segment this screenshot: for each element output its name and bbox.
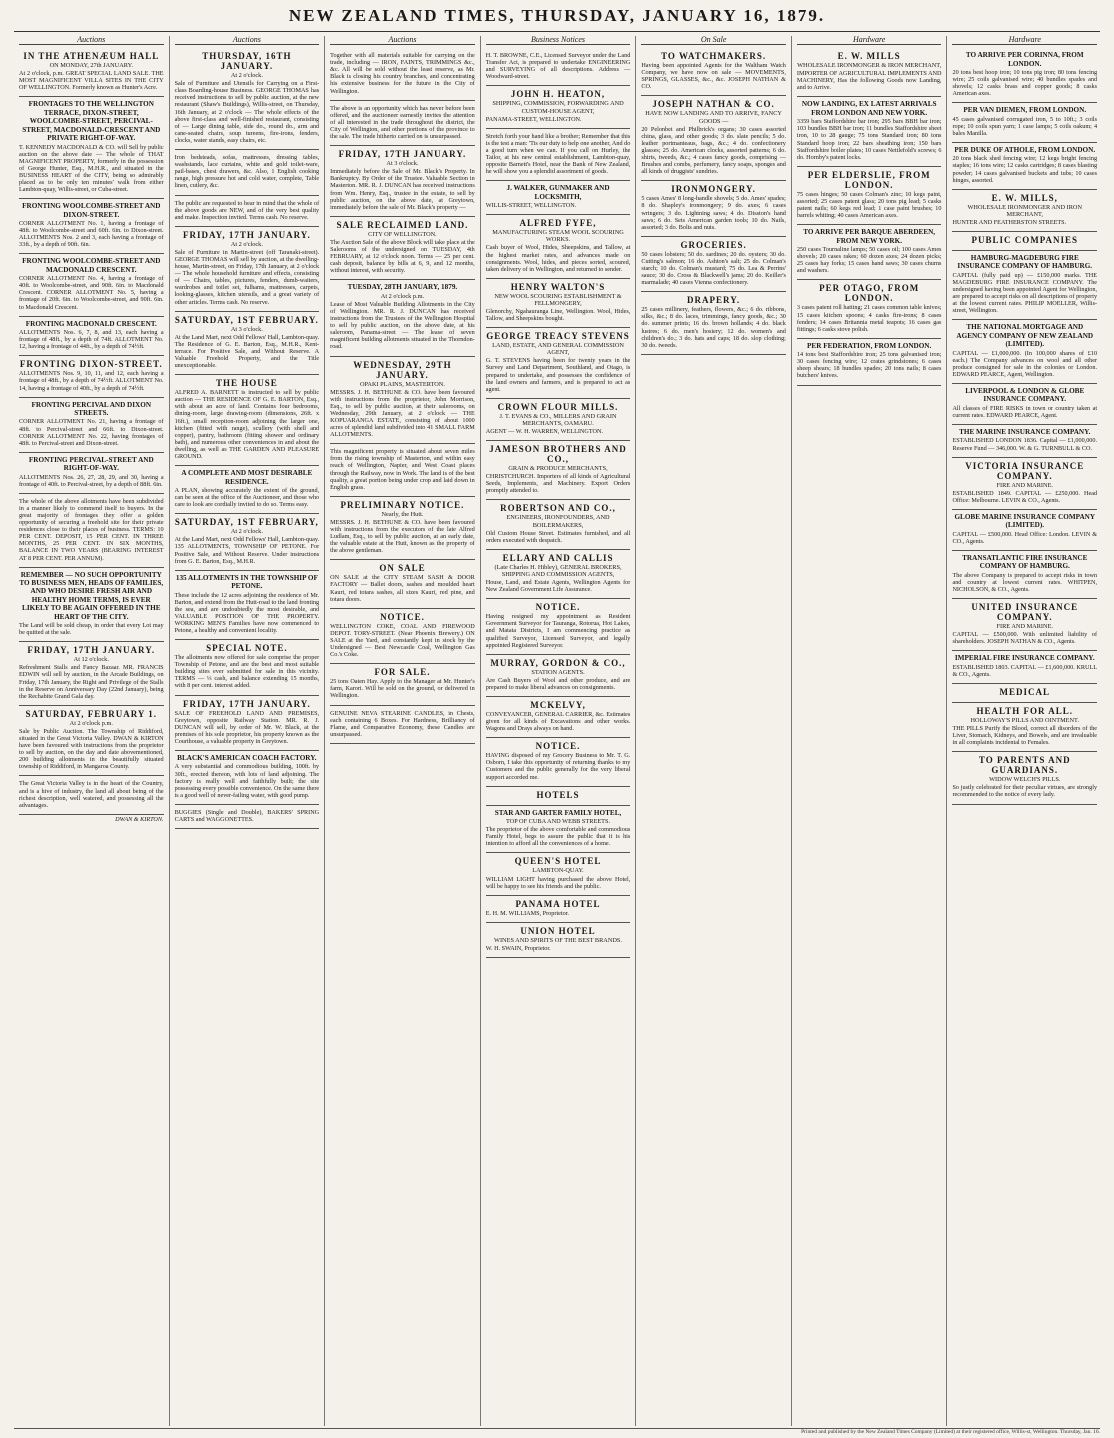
ad-heading: THE NATIONAL MORTGAGE AND AGENCY COMPANY OF NEW ZEALAND (LIMITED).: [956, 323, 1094, 349]
column-4: [481, 36, 637, 1426]
ad-subheading: (Late Charles H. Hibley), GENERAL BROKERS, SHIPPING AND COMMISSION AGENTS,: [494, 563, 622, 578]
imprint-footer: Printed and published by the New Zealand Times Company (Limited) at their registered office, Willis-st, Wellington. Thursday, Jan. 16.: [14, 1428, 1100, 1436]
advertisement: [952, 551, 1097, 599]
advertisement: [175, 514, 320, 570]
ad-body: 20 Pelonbet and Philbrick's organs; 30 cases assorted china, glass, and other goods; 3 do. slate pencils; 5 do. leather portmanteaus, bags, &c.; 4 do. confectionery glasses; 25 do. American clocks, assorted patterns; 6 do. shirts, tweeds, &c.; 4 cases fancy goods, comprising — Brushes and combs, perfumery, fancy soaps, sponges and all kinds of druggists' sundries.: [641, 125, 786, 176]
ad-heading: THE HOUSE: [215, 378, 278, 389]
advertisement: [330, 280, 475, 356]
advertisement: [486, 655, 631, 697]
advertisement: [175, 150, 320, 195]
ad-heading: MCKELVY,: [530, 699, 586, 710]
advertisement: [330, 357, 475, 445]
ad-subheading: CITY OF WELLINGTON.: [368, 230, 437, 238]
column-3: [325, 36, 481, 1426]
ad-heading: PER OTAGO, FROM LONDON.: [819, 283, 920, 304]
advertisement: [952, 651, 1097, 684]
ad-heading: GEORGE TREACY STEVENS: [486, 331, 630, 342]
ad-body: Iron bedsteads, sofas, mattresses, dressing tables, washstands, lace curtains, white and gold toilet-ware, pail-bases, chest drawers, &c. Also, 1 English cooking range, high pressure hot and cold water, complete, Table linen, cutlery, &c.: [174, 154, 320, 190]
column-heading: Auctions: [19, 36, 164, 45]
ad-body: 45 cases galvanised corrugated iron, 5 to 10ft.; 3 coils rope; 10 coils spun yarn; 1 case lamps; 5 coils oakum; 4 bales Manilla.: [952, 115, 1098, 137]
ad-body: WILLIS-STREET, WELLINGTON.: [485, 202, 577, 210]
ad-body: Having been appointed Agents for the Waltham Watch Company, we have now on sale — MOVEMENTS, SPRINGS, GLASSES, &c., &c. JOSEPH NATHAN & CO.: [641, 62, 786, 91]
advertisement: [330, 706, 475, 744]
advertisement: [797, 225, 942, 280]
advertisement: [486, 129, 631, 182]
ad-subheading: HOLLOWAY'S PILLS AND OINTMENT.: [970, 716, 1080, 724]
ad-body: ON SALE at the CITY STEAM SASH & DOOR FACTORY — Ballet doors, sashes and moulded heart Kauri, red totara sashes, all sizes Kauri, red pine, and totara doors.: [330, 574, 475, 603]
ad-subheading: J. T. EVANS & CO., MILLERS AND GRAIN MERCHANTS, OAMARU.: [499, 412, 617, 427]
ad-heading: IRONMONGERY.: [671, 184, 756, 195]
advertisement: [952, 190, 1097, 232]
advertisement: [19, 568, 164, 643]
ad-heading: ON SALE: [379, 563, 426, 574]
ad-heading: FRONTING PERCIVAL-STREET AND RIGHT-OF-WAY.: [28, 455, 154, 473]
advertisement: [175, 466, 320, 514]
advertisement: [797, 280, 942, 338]
advertisement: [175, 696, 320, 751]
advertisement: [330, 560, 475, 608]
ad-body: 5 cases Ames' 8 long-handle shovels; 5 do. Ames' spades; 8 do. Shapley's ironmongery; 9 do. axes; 6 cases wringers; 3 do. Lightning saws; 4 do. Disston's hand saws; 6 do. Sets American garden tools; 10 do. Nails, assorted; 3 do. Bolts and nuts.: [641, 195, 786, 231]
column-1: [14, 36, 170, 1426]
ad-body: ESTABLISHED LONDON 1836. Capital — £1,000,000. Reserve Fund — 346,000. W. & G. TURNBULL & CO.: [952, 437, 1098, 452]
ad-body: PANAMA-STREET, WELLINGTON.: [485, 115, 582, 123]
advertisement: [641, 96, 786, 181]
ad-heading: E. W. MILLS,: [991, 192, 1058, 203]
ad-body: SALE OF FREEHOLD LAND AND PREMISES, Greytown, opposite Railway Station. MR. R. J. DUNCAN will sell, by order of Mr. W. Black, at the premises of his sole proprietor, his property known as the Courthouse, a valuable property in Greytown.: [174, 709, 320, 745]
ad-body: The above Company is prepared to accept risks in town and country at lowest current rates. WHITPEN, NICHOLSON, & CO., Agents.: [952, 571, 1098, 593]
ad-heading: IMPERIAL FIRE INSURANCE COMPANY.: [954, 654, 1095, 663]
advertisement: [952, 48, 1097, 103]
advertisement: [330, 444, 475, 497]
ad-heading: LIVERPOOL & LONDON & GLOBE INSURANCE COMPANY.: [965, 387, 1085, 404]
ad-subheading: At 2 o'clock.: [230, 240, 263, 248]
advertisement: [952, 599, 1097, 651]
ad-subheading: WIDOW WELCH'S PILLS.: [989, 776, 1061, 784]
advertisement: [641, 237, 786, 292]
ad-heading: FRIDAY, 17TH JANUARY.: [27, 645, 156, 656]
ad-heading: MURRAY, GORDON & CO.,: [490, 657, 626, 668]
ad-body: The whole of the above allotments have been subdivided in a manner likely to commend itself to buyers. In the great majority of frontages they offer a golden opportunity of securing a freehold site for their private residences close to their places of business. TERMS: 10 PER CENT. DEPOSIT, 15 PER CENT. IN THREE MONTHS, 25 PER CENT. IN SIX MONTHS, BALANCE IN TWO YEARS (BEARING INTEREST AT 8 PER CENT. PER ANNUM).: [19, 497, 164, 562]
advertisement: [797, 339, 942, 386]
ad-subheading: At 3 o'clock.: [230, 325, 263, 333]
ad-body: ALFRED A. BARNETT is instructed to sell by public auction — THE RESIDENCE OF G. E. BARTON, Esq., with about an acre of land. Contains four bedrooms, dining-room, large drawing-room (dimensions, 26ft. x 16ft.), small reception-room adjoining the larger one, kitchen (fitted with range), scullery (with shell and copper), pantry, bathroom (fitting shower and ordinary bath), and numerous other conveniences in and about the dwelling, as well as THE GARDEN AND PLEASURE GROUND.: [174, 389, 320, 461]
ad-heading: FRONTAGES TO THE WELLINGTON TERRACE, DIXON-STREET, WOOLCOMBE-STREET, PERCIVAL-STREET, MACDONALD-CRESCENT AND PRIVATE RIGHT-OF-WAY.: [22, 100, 161, 143]
ad-heading: PER FEDERATION, FROM LONDON.: [807, 341, 932, 350]
ad-body: 14 tons best Staffordshire iron; 25 tons galvanised iron; 30 cases fencing wire; 12 crates grindstones; 6 cases sheep shears; 18 bundles spades; 20 tons nails; 8 cases butchers' knives.: [796, 351, 942, 380]
advertisement: [952, 458, 1097, 510]
ad-subheading: WHOLESALE IRONMONGER AND IRON MERCHANT,: [967, 203, 1083, 218]
advertisement: [19, 356, 164, 397]
newspaper-title: NEW ZEALAND TIMES, THURSDAY, JANUARY 16, 1879.: [288, 6, 826, 25]
ad-body: ALLOTMENTS Nos. 9, 10, 11, and 12, each having a frontage of 48ft., by a depth of 74½ft. ALLOTMENT No. 14, having a frontage of 40ft., by a depth of 74½ft.: [19, 370, 164, 392]
advertisement: [952, 684, 1097, 703]
ad-body: The above is an opportunity which has never before been offered, and the auctioneer earnestly invites the attention of all interested in the trade throughout the district, the City of Wellington, and other portions of the province to the sale. The trade hitherto carried on is unsurpassed.: [330, 104, 475, 141]
ad-heading: ROBERTSON AND CO.,: [500, 503, 616, 514]
advertisement: [330, 48, 475, 101]
advertisement: [330, 609, 475, 664]
advertisement: [486, 806, 631, 854]
ad-body: A PLAN, showing accurately the extent of the ground, can be seen at the office of the Auctioneer, and those who care to look are cordially invited to do so. Terms easy.: [174, 486, 320, 509]
ad-heading: SALE RECLAIMED LAND.: [336, 219, 469, 230]
column-2: [170, 36, 326, 1426]
ad-body: ESTABLISHED 1803. CAPITAL — £1,600,000. KRULL & CO., Agents.: [952, 663, 1098, 678]
advertisement: [19, 199, 164, 254]
ad-body: Stretch forth your hand like a brother; Remember that this is the test a man: 'Tis our duty to help one another, And do a good turn when we can. If you call on Hurley, the Tailor, at his new central establishment, Lambton-quay, opposite Barnett's Hotel, near the Bank of New Zealand, he will show you a splendid assortment of goods.: [485, 132, 631, 176]
ad-body: 3359 bars Staffordshire bar iron; 295 bars BBH bar iron; 103 bundles BBH bar iron; 11 bundles Staffordshire sheet iron, 10 to 28 gauge; 75 tons Standard iron; 80 tons Standard hoop iron; 22 bars sheathing iron; 150 bars Staffordshire boiler plates; 10 cases Nettlefold's screws; 6 do. Hornby's patent locks.: [796, 118, 942, 161]
ad-subheading: WHOLESALE IRONMONGER & IRON MERCHANT,: [797, 62, 942, 70]
ad-body: Sale of Furniture and Utensils for Carrying on a First-class Boarding-house Business. GEORGE THOMAS has received instructions to sell by public auction, at the new restaurant (Shaw's Buildings), Willis-street, on Thursday, 16th January, at 2 o'clock — The whole effects of the above first-class and well-finished restaurant, consisting of — Large dining table, side do., round do., arm and cane-seated chairs, soup tureens, fire-irons, fenders, clocks, water stands, easy chairs, etc.: [174, 80, 320, 144]
ad-heading: HENRY WALTON'S: [510, 281, 606, 292]
column-heading: Business Notices: [486, 36, 631, 45]
ad-heading: SATURDAY, FEBRUARY 1.: [25, 708, 158, 719]
ad-body: These include the 12 acres adjoining the residence of Mr. Barton, and extend from the Hutt-road to the land fronting the sea, and are undoubtedly the most desirable, and VALUABLE POSITION OF THE PROPERTY. WORKING MEN'S Families have now commenced to Petone, a healthy and convenient locality.: [174, 591, 320, 634]
ad-heading: FRONTING WOOLCOMBE-STREET AND MACDONALD CRESCENT.: [22, 257, 161, 274]
ad-heading: UNITED INSURANCE COMPANY.: [971, 601, 1079, 622]
advertisement: [486, 896, 631, 923]
ad-body: The Auction Sale of the above Block will take place at the Salerooms of the undersigned on TUESDAY, 4th FEBRUARY, at 12 o'clock noon. Terms — 25 per cent. cash deposit, balance by bills at 6, 9, and 12 months, without interest, with security.: [330, 238, 475, 275]
ad-heading: E. W. MILLS: [837, 51, 901, 62]
ad-body: The Land will be sold cheap, in order that every Lot may be quitted at the sale.: [19, 622, 164, 637]
ad-body: At the Land Mart, next Odd Fellows' Hall, Lambton-quay. 135 ALLOTMENTS, TOWNSHIP OF PETONE. For Positive Sale, and Without Reserve. Under instructions from G. E. Barton, Esq., M.H.R.: [174, 536, 320, 565]
ad-heading: PANAMA HOTEL: [515, 898, 601, 909]
ad-body: WELLINGTON COKE, COAL AND FIREWOOD DEPOT. TORY-STREET. (Near Phoenix Brewery.) ON SALE at the Yard, and constantly kept in stock by the Undersigned — Best Newcastle Coal, Wellington Gas Co.'s Coke.: [330, 622, 475, 659]
ad-subheading: At 2 o'clock.: [230, 72, 263, 80]
ad-subheading: At 12 o'clock.: [73, 656, 109, 664]
ad-subheading: SHIPPING, COMMISSION, FORWARDING AND CUSTOM-HOUSE AGENT,: [492, 100, 624, 115]
advertisement: [486, 86, 631, 128]
ad-subheading: At 3 o'clock.: [386, 160, 419, 168]
ad-subheading: ENGINEERS, IRONFOUNDERS, AND BOILERMAKERS,: [506, 514, 610, 529]
ad-body: CAPITAL (fully paid up) — £150,000 marks. THE MAGDEBURG FIRE INSURANCE COMPANY. The undersigned having been appointed Agent for Wellington, are prepared to accept risks on all descriptions of property at the lowest current rates. PHILIP MOELLER, Willis-street, Wellington.: [952, 271, 1098, 315]
ad-body: W. H. SWAIN, Proprietor.: [485, 944, 551, 952]
column-heading: On Sale: [641, 36, 786, 45]
advertisement: [19, 642, 164, 706]
ad-body: H. T. BROWNE, C.E., Licensed Surveyor under the Land Transfer Act, is prepared to undertake ENGINEERING and SURVEYING of all descriptions. Address — Woodward-street.: [485, 52, 631, 81]
ad-body: A very substantial and commodious building, 100ft. by 30ft., erected thereon, with lots of land adjoining. The factory is really well and faithfully built; the site possessing every possible convenience. On the same there is a good well of never-failing water, with good pump.: [174, 763, 320, 799]
ad-heading: SPECIAL NOTE.: [206, 643, 288, 654]
advertisement: [952, 232, 1097, 251]
ad-body: Old Custom House Street. Estimates furnished, and all orders executed with despatch.: [485, 529, 631, 544]
ad-body: MESSRS. J. H. BETHUNE & CO. have been favoured with instructions from the executors of the late Alfred Ludlam, Esq., to sell by public auction, at an early date, the valuable estate at the Hutt, known as the property of the above gentleman.: [330, 518, 475, 555]
column-6: [792, 36, 948, 1426]
ad-body: HUNTER AND FEATHERSTON STREETS.: [952, 218, 1067, 226]
advertisement: [175, 227, 320, 312]
ad-heading: NOTICE.: [380, 611, 425, 622]
ad-subheading: At 2 o'clock p.m.: [380, 292, 425, 300]
ad-body: CHRISTCHURCH. Importers of all kinds of Agricultural Seeds, Implements, and Machinery. Export Orders promptly attended to.: [485, 473, 631, 495]
page-columns: [14, 36, 1102, 1426]
ad-heading: PER VAN DIEMEN, FROM LONDON.: [963, 106, 1087, 115]
ad-body: CORNER ALLOTMENT No. 4, having a frontage of 40ft. to Woolcombe-street, and 90ft. 6in. to Macdonald Crescent. CORNER ALLOTMENT No. 5, having a frontage of 20ft. 6in. to Woolcombe-street, and 90ft. 6in. to Macdonald Crescent.: [19, 275, 164, 311]
ad-heading: NOTICE.: [535, 741, 581, 752]
advertisement: [486, 328, 631, 399]
advertisement: [175, 805, 320, 829]
advertisement: [641, 181, 786, 236]
ad-heading: UNION HOTEL: [520, 925, 596, 936]
ad-body: CAPITAL — £1,000,000. (In 100,000 shares of £10 each.) The Company advances on wool and all other produce consigned for sale in the colonies or London. EDWARD PEARCE, Agent, Wellington.: [952, 349, 1098, 378]
advertisement: [952, 703, 1097, 752]
ad-heading: JOHN H. HEATON,: [510, 89, 606, 100]
ad-subheading: HAVE NOW LANDING AND TO ARRIVE, FANCY GOODS —: [645, 110, 782, 125]
advertisement: [952, 510, 1097, 551]
masthead: [0, 0, 1114, 34]
advertisement: [330, 664, 475, 705]
advertisement: [797, 167, 942, 225]
ad-body: House, Land, and Estate Agents, Wellington Agents for New Zealand Government Life Assurance.: [485, 579, 631, 594]
ad-heading: FRONTING PERCIVAL AND DIXON STREETS.: [31, 400, 152, 417]
ad-body: The allotments now offered for sale comprise the proper Township of Petone, and are the best and most suitable building sites ever submitted for sale in this vicinity. TERMS — ⅓ cash, and balance extending 15 months, with 8 per cent. interest added.: [174, 654, 320, 690]
ad-body: CORNER ALLOTMENT No. 21, having a frontage of 48ft. to Percival-street and 66ft. to Dixon-street. CORNER ALLOTMENT No. 22, having frontages of 48ft. to Percival-street and Dixon-street.: [19, 418, 164, 447]
advertisement: [175, 751, 320, 805]
advertisement: [486, 500, 631, 549]
ad-body: This magnificent property is situated about seven miles from the rising township of Masterton, and within easy reach of Wellington, Napier, and West Coast places through the Railway, now in Work. The land is of the best quality, a great portion being under crop and laid down in English grass.: [330, 448, 475, 491]
ad-subheading: TOP OF CUBA AND WEBB STREETS.: [505, 818, 611, 826]
ad-heading: HEALTH FOR ALL.: [976, 705, 1073, 716]
advertisement: [486, 853, 631, 895]
ad-heading: FRONTING DIXON-STREET.: [19, 359, 163, 370]
ad-body: AGENT — W. H. WARREN, WELLINGTON.: [485, 428, 604, 435]
advertisement: [175, 571, 320, 640]
ad-body: ALLOTMENTS Nos. 26, 27, 28, 29, and 30, having a frontage of 40ft. to Percival-street, by a depth of 88ft. 6in.: [19, 473, 164, 488]
advertisement: [952, 103, 1097, 143]
ad-body: 75 cases hinges; 50 cases Colman's zinc; 10 kegs paint, assorted; 25 cases patent glass; 20 tons pig lead; 5 casks patent nails; 60 kegs red lead; 1 case paint brushes; 10 barrels whiting; 40 cases American axes.: [796, 190, 942, 220]
ad-heading: PER DUKE OF ATHOLE, FROM LONDON.: [954, 145, 1096, 154]
advertisement: [486, 399, 631, 441]
ad-subheading: FIRE AND MARINE.: [996, 481, 1053, 489]
ad-body: HAVING disposed of my Grocery Business to Mr. T. G. Osborn, I take this opportunity of returning thanks to my Customers and the public generally for the very liberal support accorded me.: [485, 752, 631, 781]
ad-heading: QUEEN'S HOTEL: [514, 856, 602, 867]
ad-subheading: LAMBTON-QUAY.: [532, 867, 584, 875]
ad-heading: TO ARRIVE PER BARQUE ABERDEEN, FROM NEW YORK.: [803, 228, 936, 245]
column-heading: Hardware: [952, 36, 1097, 45]
ad-body: All classes of FIRE RISKS in town or country taken at current rates. EDWARD PEARCE, Agent.: [952, 404, 1098, 419]
ad-heading: TO WATCHMAKERS.: [661, 51, 767, 62]
advertisement: [175, 375, 320, 466]
ad-heading: ALFRED FYFE,: [519, 218, 597, 229]
ad-body: Lease of Most Valuable Building Allotments in the City of Wellington. MR. R. J. DUNCAN has received instructions from the Trustees of the Wellington Hospital to sell by public auction, on the above date, at his saleroom, Panama-street — The lease of seven magnificent building allotments situated in the Thorndon-road.: [330, 300, 475, 351]
advertisement: [19, 254, 164, 316]
ad-body: So justly celebrated for their peculiar virtues, are strongly recommended to the notice of every lady.: [952, 784, 1098, 799]
ad-body: MESSRS. J. H. BETHUNE & CO. have been favoured with instructions from the proprietor, John Morrison, Esq., to sell by public auction, at their salerooms, on Wednesday, 29th January, at 2 o'clock — THE KOPUARANGA ESTATE, consisting of about 1000 acres of splendid land subdivided into 41 SMALL FARM ALLOTMENTS.: [330, 388, 475, 439]
ad-body: Cash buyer of Wool, Hides, Sheepskins, and Tallow, at the highest market rates, and advances made on consignments. Wool, hides, and pieces sorted, scoured, taken delivery of in Wellington, and returned to sender.: [485, 244, 631, 273]
advertisement: [19, 317, 164, 357]
advertisement: [952, 251, 1097, 320]
ad-heading: TUESDAY, 28TH JANUARY, 1879.: [347, 283, 458, 292]
ad-body: CAPITAL — £500,000. Head Office: London. LEVIN & CO., Agents.: [952, 530, 1098, 545]
advertisement: [952, 143, 1097, 190]
ad-body: Sale by Public Auction. The Township of Riddiford, situated in the Great Victoria Valley. DWAN & KIRTON have been favoured with instructions from the proprietor to sell by auction, on the day and date abovementioned, 200 building allotments in the beautifully situated township of Riddiford, in Mangaroa County.: [19, 727, 164, 771]
advertisement: [19, 453, 164, 494]
ad-heading: FOR SALE.: [374, 667, 431, 678]
ad-body: The Great Victoria Valley is in the heart of the Country, and is a hive of industry, the land all about being of the richest description, well watered, and possessing all the advantages.: [19, 780, 164, 809]
advertisement: [19, 97, 164, 199]
ad-heading: FRIDAY, 17TH JANUARY.: [338, 149, 467, 160]
advertisement: [486, 279, 631, 328]
ad-body: CAPITAL — £500,000. With unlimited liability of shareholders. JOSEPH NATHAN & CO., Agents.: [952, 631, 1098, 646]
ad-subheading: MANUFACTURING STEAM WOOL SCOURING WORKS.: [492, 229, 624, 244]
ad-body: Are Cash Buyers of Wool and other produce, and are prepared to make liberal advances on consignments.: [485, 676, 631, 691]
ad-body: T. KENNEDY MACDONALD & CO. will Sell by public auction on the above date — The whole of THAT MAGNIFICENT PROPERTY, formerly in the possession of George Hunter, Esq., M.H.R., and situated in the BUSINESS HEART of the CITY, being so admirably placed as to be only ten minutes' walk from either Lambton-quay, Willis-street, or Cuba-street.: [19, 143, 164, 194]
ad-body: 20 tons best hoop iron; 10 tons pig iron; 80 tons fencing wire; 25 coils galvanised wire; 40 bundles spades and shovels; 12 casks brass and copper goods; 8 casks American axes.: [952, 68, 1098, 98]
ad-subheading: NEW WOOL SCOURING ESTABLISHMENT & FELLMONGERY,: [494, 292, 622, 307]
advertisement: [486, 599, 631, 654]
masthead-rule: [14, 31, 1100, 32]
ad-body: IMPORTER OF AGRICULTURAL IMPLEMENTS AND MACHINERY, Has the following Goods now Landing, and to Arrive.: [796, 70, 942, 92]
ad-heading: IN THE ATHENÆUM HALL: [23, 51, 160, 62]
ad-heading: ELLARY AND CALLIS: [502, 552, 614, 563]
ad-heading: MEDICAL: [999, 686, 1051, 697]
ad-subheading: WINES AND SPIRITS OF THE BEST BRANDS.: [494, 936, 623, 944]
ad-subheading: LAND, ESTATE, AND GENERAL COMMISSION AGENT,: [492, 342, 624, 357]
advertisement: [952, 752, 1097, 804]
advertisement: [19, 398, 164, 453]
ad-heading: PUBLIC COMPANIES: [971, 235, 1079, 246]
ad-body: 25 tons Oaten Hay. Apply to the Manager at Mr. Hunter's farm, Karori. Will be sold on the ground, or delivered in Wellington.: [330, 678, 475, 700]
ad-heading: THE MARINE INSURANCE COMPANY.: [959, 428, 1091, 436]
ad-subheading: Nearly, the Hutt.: [381, 510, 424, 518]
ad-body: E. H. M. WILLIAMS, Proprietor.: [485, 909, 569, 917]
ad-heading: WEDNESDAY, 29TH JANUARY.: [353, 359, 452, 380]
ad-subheading: GRAIN & PRODUCE MERCHANTS,: [508, 465, 608, 473]
column-7: [947, 36, 1102, 1426]
ad-subheading: At 2 o'clock p.m.: [69, 719, 113, 727]
ad-body: 50 cases lobsters; 50 do. sardines; 20 do. oysters; 30 do. Cutting's salmon; 16 do. Ashton's salt; 25 do. Colman's starch; 10 do. Colman's mustard; 75 do. Lea & Perrins' sauce; 30 do. Cross & Blackwell's jams; 20 do. Keiller's marmalade; 40 cases Vienna confectionery.: [641, 250, 786, 287]
ad-body: Glenorchy, Ngahauranga Line, Wellington. Wool, Hides, Tallow, and Sheepskins bought.: [485, 307, 631, 323]
ad-body: THE PILLS Purify the Blood, correct all disorders of the Liver, Stomach, Kidneys, and Bowels, and are invaluable in all complaints incidental to Females.: [952, 724, 1098, 747]
ad-heading: NOTICE.: [535, 602, 581, 613]
ad-subheading: STATION AGENTS.: [531, 668, 585, 676]
ad-body: At the Land Mart, next Odd Fellows' Hall, Lambton-quay. The Residence of G. E. Barton, Esq., M.H.R., Kent-terrace. For Positive Sale, and Without Reserve. A Valuable Freehold Property, and the Title unexceptionable.: [174, 333, 320, 370]
ad-heading: THURSDAY, 16TH JANUARY.: [202, 51, 292, 72]
advertisement: [175, 48, 320, 150]
advertisement: [330, 101, 475, 146]
ad-heading: TRANSATLANTIC FIRE INSURANCE COMPANY OF HAMBURG.: [962, 553, 1088, 571]
advertisement: [486, 181, 631, 215]
ad-heading: FRIDAY, 17TH JANUARY.: [183, 229, 311, 240]
advertisement: [952, 320, 1097, 384]
ad-heading: SATURDAY, 1ST FEBRUARY,: [174, 517, 319, 528]
ad-body: Together with all materials suitable for carrying on the trade, including — IRON, FAINTS, TRIMMINGS &c., &c. All will be sold without the least reserve, as Mr. Black is closing his country branches, and concentrating his extensive business for the future in the City of Wellington.: [330, 52, 475, 95]
ad-body: ESTABLISHED 1849. CAPITAL — £250,000. Head Office: Melbourne. LEVIN & CO., Agents.: [952, 489, 1098, 504]
advertisement: [330, 497, 475, 561]
ad-body: Sale of Furniture in Martin-street (off Taranaki-street). GEORGE THOMAS will sell by auction, at the dwelling-house, Martin-street, on Friday, 17th January, at 2 o'clock — The whole household furniture and effects, consisting of — Chairs, tables, pictures, fenders, dumb-waiters, wardrobes and toilet set, fulhams, mattresses, carpets, looking-glasses, kitchen utensils, and a great variety of other articles. Terms cash. No reserve.: [174, 248, 320, 306]
ad-heading: HOTELS: [536, 789, 580, 800]
ad-body: Immediately before the Sale of Mr. Black's Property. In Bankruptcy. By Order of the Trustee. Valuable Section in Masterton. MR. R. J. DUNCAN has received instructions from Wm. Henry, Esq., trustee in the estate, to sell by public auction, on the above date, at Greytown, immediately before the sale of Mr. Black's property —: [330, 168, 475, 211]
advertisement: [175, 640, 320, 695]
ad-subheading: FIRE AND MARINE.: [996, 622, 1053, 630]
advertisement: [641, 292, 786, 355]
column-heading: Hardware: [797, 36, 942, 45]
ad-heading: J. WALKER, GUNMAKER AND LOCKSMITH,: [506, 184, 610, 201]
advertisement: [486, 48, 631, 86]
ad-body: CORNER ALLOTMENT No. 1, having a frontage of 48ft. to Woolcombe-street and 60ft. 6in. to Dixon-street. ALLOTMENTS Nos. 2 and 3, each having a frontage of 33ft., by a depth of 90ft. 6in.: [19, 219, 164, 249]
ad-heading: FRONTING MACDONALD CRESCENT.: [25, 319, 157, 328]
ad-heading: A COMPLETE AND MOST DESIRABLE RESIDENCE.: [181, 469, 313, 486]
ad-body: At 2 o'clock, p.m. GREAT SPECIAL LAND SALE. THE MOST MAGNIFICENT VILLA SITES IN THE CITY OF WELLINGTON. Formerly known as Hunter's Acre.: [19, 70, 164, 92]
advertisement: [952, 384, 1097, 425]
advertisement: [952, 425, 1097, 458]
ad-body: CONVEYANCER, GENERAL CARRIER, &c. Estimates given for all kinds of Excavations and other works. Wagons and Drays always on hand.: [485, 710, 631, 733]
ad-body: 20 tons black shed fencing wire; 12 kegs bright fencing staples; 16 tons wire; 12 casks cartridges; 8 cases blasting powder; 14 cases galvanised buckets and tubs; 10 cases hinges, assorted.: [952, 155, 1098, 184]
advertisement: [19, 776, 164, 814]
advertisement: [175, 196, 320, 227]
ad-body: The public are requested to bear in mind that the whole of the above goods are NEW, and of the very best quality and make. Inspection invited. Terms cash. No reserve.: [174, 199, 320, 221]
ad-body: The proprietor of the above comfortable and commodious Family Hotel, begs to assure the public that it is his intention to afford all the conveniences of a home.: [485, 826, 631, 848]
ad-heading: JAMESON BROTHERS AND CO.,: [489, 444, 627, 465]
ad-body: Refreshment Stalls and Fancy Bazaar. MR. FRANCIS EDWIN will sell by auction, in the Arcade Buildings, on Friday, 17th January, the Right and Privilege of the Stalls in the Reserve on Anniversary Day (22nd January), being the Rechabite Grand Gala day.: [19, 664, 164, 700]
ad-body: GENUINE NEVA STEARINE CANDLES, in Chests, each containing 6 Boxes. For Hardness, Brilliancy of Flame, and Comparative Economy, these Candles are unsurpassed.: [330, 709, 475, 738]
ad-heading: HAMBURG-MAGDEBURG FIRE INSURANCE COMPANY OF HAMBURG.: [957, 254, 1093, 271]
ad-heading: TO ARRIVE PER CORINNA, FROM LONDON.: [965, 51, 1084, 68]
ad-body: BUGGIES (Single and Double), BAKERS' SPRING CARTS and WAGGONETTES.: [174, 808, 320, 823]
ad-subheading: At 2 o'clock.: [230, 528, 263, 536]
advertisement: [797, 48, 942, 97]
ad-subheading: ON MONDAY, 27th JANUARY.: [49, 62, 133, 70]
ad-heading: JOSEPH NATHAN & CO.: [652, 99, 775, 110]
ad-body: 250 cases Tournaline lamps; 50 cases oil; 100 cases Ames shovels; 20 cases rakes; 60 dozen axes; 24 dozen picks; 25 cases hay forks; 15 cases hand saws; 30 cases churns and washers.: [796, 246, 942, 275]
advertisement: [330, 146, 475, 217]
advertisement: [19, 706, 164, 777]
ad-heading: GROCERIES.: [680, 239, 747, 250]
column-heading: Auctions: [330, 36, 475, 45]
column-heading: Auctions: [175, 36, 320, 45]
ad-heading: REMEMBER — NO SUCH OPPORTUNITY TO BUSINESS MEN, HEADS OF FAMILIES, AND WHO DESIRE FRESH AIR AND HEALTHY HOME TERMS, IS EVER LIKELY TO BE AGAIN OFFERED IN THE HEART OF THE CITY.: [19, 570, 164, 621]
ad-heading: 135 ALLOTMENTS IN THE TOWNSHIP OF PETONE.: [175, 573, 318, 591]
ad-heading: PER ELDERSLIE, FROM LONDON.: [807, 169, 931, 190]
ad-heading: PRELIMINARY NOTICE.: [340, 499, 465, 510]
advertisement: [486, 441, 631, 500]
advertisement: [19, 48, 164, 97]
ad-heading: SATURDAY, 1ST FEBRUARY.: [174, 314, 319, 325]
ad-heading: FRONTING WOOLCOMBE-STREET AND DIXON-STREET.: [22, 202, 161, 219]
ad-heading: CROWN FLOUR MILLS.: [497, 401, 619, 412]
ad-heading: NOW LANDING, EX LATEST ARRIVALS FROM LONDON AND NEW YORK.: [801, 100, 937, 117]
column-5: [636, 36, 792, 1426]
ad-body: Having resigned my appointment as Resident Government Surveyor for Tauranga, Rotorua, Hot Lakes, and Matata Districts, I am commencing practice as qualified Surveyor, Licensed Surveyor, and legally appointed Registered Surveyor.: [485, 613, 631, 649]
ad-subheading: OPAKI PLAINS, MASTERTON.: [359, 380, 445, 388]
advertisement: [330, 217, 475, 281]
ad-body: 25 cases millinery, feathers, flowers, &c.; 6 do. ribbons, silks, &c.; 8 do. laces, trimmings, fancy goods, &c.; 30 do. summer prints; 16 do. brown hollands; 4 do. black lustres; 6 do. men's hosiery; 12 do. women's and children's do.; 3 do. hats and caps; 18 do. slop clothing; 30 do. tweeds.: [641, 306, 786, 349]
advertisement: [19, 494, 164, 568]
ad-heading: GLOBE MARINE INSURANCE COMPANY (LIMITED).: [954, 512, 1096, 530]
ad-body: G. T. STEVENS having been for twenty years in the Survey and Land Department, Southland, and Otago, is prepared to undertake, and possesses the confidence of the land owners and farmers, and is prepared to act as agent.: [485, 357, 631, 393]
advertisement: [486, 215, 631, 279]
advertisement: [486, 923, 631, 958]
ad-heading: DRAPERY.: [687, 295, 741, 306]
ad-heading: STAR AND GARTER FAMILY HOTEL,: [494, 808, 622, 817]
ad-heading: BLACK'S AMERICAN COACH FACTORY.: [177, 754, 317, 762]
advertisement: [486, 697, 631, 738]
ad-heading: VICTORIA INSURANCE COMPANY.: [965, 460, 1085, 481]
ad-body: ALLOTMENTS Nos. 6, 7, 8, and 13, each having a frontage of 48ft., by a depth of 74ft. ALLOTMENT No. 12, having a frontage of 44ft., by a depth of 74½ft.: [19, 329, 164, 351]
advertisement: [486, 738, 631, 786]
advertisement: [486, 787, 631, 806]
advertisement: [486, 550, 631, 599]
ad-body: WILLIAM LIGHT having purchased the above Hotel, will be happy to see his friends and the public.: [485, 875, 631, 890]
ad-heading: FRIDAY, 17TH JANUARY.: [183, 698, 311, 709]
ad-body: 3 cases patent roll hatting; 21 cases common table knives; 15 cases kitchen spoons; 4 casks fire-irons; 8 cases fenders; 14 cases Britannia metal teapots; 16 cases gas fittings; 6 casks stove polish.: [796, 304, 942, 333]
advertisement: [641, 48, 786, 96]
ad-heading: TO PARENTS AND GUARDIANS.: [978, 755, 1071, 776]
ad-signature: DWAN & KIRTON.: [115, 815, 164, 823]
advertisement: [797, 97, 942, 166]
advertisement: [175, 312, 320, 376]
